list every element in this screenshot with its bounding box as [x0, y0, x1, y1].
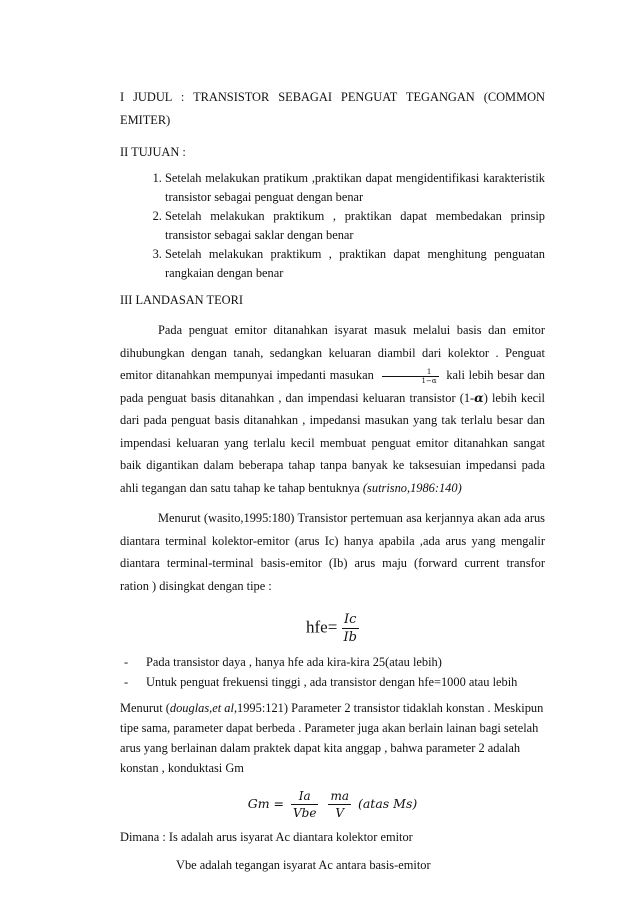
bullet-item: - Untuk penguat frekuensi tinggi , ada transistor dengan hfe=1000 atau lebih	[120, 672, 545, 692]
gm-fraction-2-denominator: V	[335, 806, 345, 820]
paragraph-2: Menurut (wasito,1995:180) Transistor pertemuan asa kerjannya akan ada arus diantara terminal kolektor-emitor (arus Ic) hanya apabila ,ada arus yang mengalir diantara terminal-terminal basis-emitor (Ib) arus maju (forward current transfor ration ) disingkat dengan tipe :	[120, 511, 545, 593]
gm-lhs: Gm =	[247, 796, 285, 811]
p3-text-a: Menurut (	[120, 701, 170, 715]
heading-tujuan: II TUJUAN :	[120, 145, 186, 159]
tujuan-item: 1. Setelah melakukan pratikum ,praktikan dapat mengidentifikasi karakteristik transistor sebagai penguat dengan benar	[165, 169, 545, 207]
hfe-fraction	[342, 611, 359, 646]
citation-douglas: douglas,et al	[169, 701, 234, 715]
equation-gm	[120, 788, 545, 821]
tujuan-list	[120, 169, 545, 283]
title-judul	[120, 86, 545, 132]
p1-text-a: Pada penguat emitor ditanahkan isyarat masuk melalui basis dan emitor dihubungkan dengan tanah, sedangkan keluaran diambil dari kolektor . Penguat emitor ditanahkan mempunyai impedanti masukan	[120, 323, 545, 382]
fraction-denominator: 1−α	[421, 376, 437, 385]
title-line-2: EMITER)	[120, 113, 171, 127]
p1-text-b: kali lebih besar dan pada penguat basis ditanahkan , dan impendasi keluaran transistor (1-	[120, 368, 545, 405]
heading-landasan: III LANDASAN TEORI	[120, 293, 243, 307]
gm-fraction-1-numerator: Ia	[291, 788, 318, 805]
p3-text-b: ,1995:121) Parameter 2 transistor tidaklah konstan . Meskipun tipe sama, parameter dapat berbeda . Parameter juga akan berlain lainan bagi setelah arus yang berlainan dalam praktek dapat kita anggap , bahwa parameter 2 adalah konstan , konduktasi Gm	[120, 701, 544, 775]
hfe-denominator: Ib	[343, 630, 357, 645]
citation-sutrisno: (sutrisno,1986:140)	[362, 480, 462, 495]
tujuan-item: 2. Setelah melakukan praktikum , praktikan dapat membedakan prinsip transistor sebagai saklar dengan benar	[165, 207, 545, 245]
bullet-list	[120, 652, 545, 692]
bullet-item: - Pada transistor daya , hanya hfe ada kira-kira 25(atau lebih)	[120, 652, 545, 672]
hfe-numerator: Ic	[342, 611, 359, 629]
gm-fraction-2	[328, 788, 351, 821]
gm-rhs: (atas Ms)	[357, 796, 418, 811]
gm-fraction-1	[291, 788, 318, 821]
paragraph-1	[120, 319, 545, 499]
equation-hfe	[120, 611, 545, 646]
hfe-lhs: hfe=	[305, 617, 338, 637]
gm-fraction-2-numerator: ma	[330, 789, 349, 803]
p1-text-c: ) lebih kecil dari pada penguat basis ditanahkan , impedansi masukan yang tak terlalu besar dan impendasi keluaran yang terlalu kecil membuat penguat emitor ditanahkan sangat baik digantikan dalam beberapa tahap tanpa banyak ke taksesuian impedansi pada ahli tegangan dan satu tahap ke tahap bentuknya	[120, 390, 545, 495]
gm-fraction-1-denominator: Vbe	[293, 806, 317, 820]
alpha-symbol: α	[474, 389, 484, 405]
dimana-line-1: Dimana : Is adalah arus isyarat Ac diantara kolektor emitor	[120, 830, 413, 844]
dimana-line-2: Vbe adalah tegangan isyarat Ac antara basis-emitor	[176, 858, 431, 872]
fraction-impedance	[382, 368, 439, 385]
document-content	[120, 86, 545, 875]
title-line-1: I JUDUL : TRANSISTOR SEBAGAI PENGUAT TEGANGAN (COMMON	[120, 90, 545, 104]
paragraph-3	[120, 698, 545, 778]
fraction-numerator: 1	[382, 368, 439, 377]
tujuan-item: 3. Setelah melakukan praktikum , praktikan dapat menghitung penguatan rangkaian dengan benar	[165, 245, 545, 283]
